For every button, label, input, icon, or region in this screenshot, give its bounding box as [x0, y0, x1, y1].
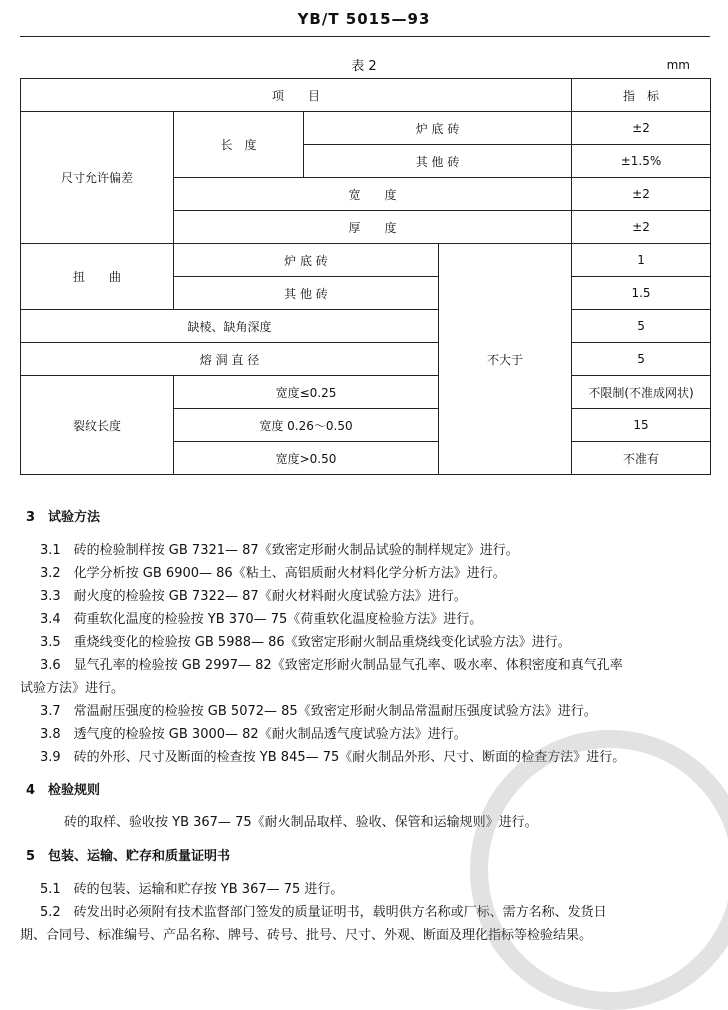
col-header-item: 项 目 — [21, 79, 572, 112]
section-4-title: 4 检验规则 — [26, 783, 101, 798]
section-4-body: 砖的取样、验收按 YB 367— 75《耐火制品取样、验收、保管和运输规则》进行。 — [64, 815, 538, 830]
twist-label: 扭 曲 — [21, 244, 174, 310]
document-header: YB/T 5015—93 — [297, 10, 431, 28]
hole-label: 熔 洞 直 径 — [21, 343, 439, 376]
section-3-item-9: 3.9 砖的外形、尺寸及断面的检查按 YB 845— 75《耐火制品外形、尺寸、断面的检查方法》进行。 — [40, 750, 626, 765]
twist-hearth-label: 炉 底 砖 — [174, 244, 439, 277]
length-hearth-label: 炉 底 砖 — [304, 112, 572, 145]
twist-hearth-value: 1 — [572, 244, 711, 277]
section-5-title: 5 包装、运输、贮存和质量证明书 — [26, 849, 231, 864]
header-rule — [20, 36, 710, 37]
corner-value: 5 — [572, 310, 711, 343]
not-greater-label: 不大于 — [439, 244, 572, 475]
crack-w3-value: 不准有 — [572, 442, 711, 475]
thickness-value: ±2 — [572, 211, 711, 244]
size-group-label: 尺寸允许偏差 — [21, 112, 174, 244]
table-unit: mm — [666, 58, 690, 72]
section-3-item-3: 3.3 耐火度的检验按 GB 7322— 87《耐火材料耐火度试验方法》进行。 — [40, 589, 467, 604]
width-value: ±2 — [572, 178, 711, 211]
crack-w1-label: 宽度≤0.25 — [174, 376, 439, 409]
crack-label: 裂纹长度 — [21, 376, 174, 475]
section-3-item-2: 3.2 化学分析按 GB 6900— 86《粘土、高铝质耐火材料化学分析方法》进行。 — [40, 566, 506, 581]
stamp-icon — [470, 730, 728, 1010]
table-row — [21, 112, 711, 145]
section-5-item-1: 5.1 砖的包装、运输和贮存按 YB 367— 75 进行。 — [40, 882, 344, 897]
table-row — [21, 376, 711, 409]
corner-label: 缺棱、缺角深度 — [21, 310, 439, 343]
section-5-item-2-line-2: 期、合同号、标准编号、产品名称、牌号、砖号、批号、尺寸、外观、断面及理化指标等检验结果。 — [20, 928, 593, 943]
table-row — [21, 79, 711, 112]
section-3-item-1: 3.1 砖的检验制样按 GB 7321— 87《致密定形耐火制品试验的制样规定》进行。 — [40, 543, 519, 558]
crack-w3-label: 宽度>0.50 — [174, 442, 439, 475]
section-3-item-4: 3.4 荷重软化温度的检验按 YB 370— 75《荷重软化温度检验方法》进行。 — [40, 612, 483, 627]
table-row — [21, 310, 711, 343]
twist-other-label: 其 他 砖 — [174, 277, 439, 310]
table-row — [21, 343, 711, 376]
section-3-title: 3 试验方法 — [26, 510, 101, 525]
length-other-label: 其 他 砖 — [304, 145, 572, 178]
spec-table — [20, 78, 711, 475]
col-header-value: 指 标 — [572, 79, 711, 112]
section-3-item-6-line-2: 试验方法》进行。 — [20, 681, 125, 696]
length-other-value: ±1.5% — [572, 145, 711, 178]
crack-w2-label: 宽度 0.26～0.50 — [174, 409, 439, 442]
crack-w1-value: 不限制(不准成网状) — [572, 376, 711, 409]
table-row — [21, 244, 711, 277]
hole-value: 5 — [572, 343, 711, 376]
width-label: 宽 度 — [174, 178, 572, 211]
twist-other-value: 1.5 — [572, 277, 711, 310]
section-3-item-5: 3.5 重烧线变化的检验按 GB 5988— 86《致密定形耐火制品重烧线变化试验方法》进行。 — [40, 635, 571, 650]
thickness-label: 厚 度 — [174, 211, 572, 244]
length-label: 长 度 — [174, 112, 304, 178]
table-caption: 表 2 — [351, 59, 377, 74]
crack-w2-value: 15 — [572, 409, 711, 442]
section-5-item-2-line-1: 5.2 砖发出时必须附有技术监督部门签发的质量证明书，载明供方名称或厂标、需方名称、发货日 — [40, 905, 607, 920]
section-3-item-8: 3.8 透气度的检验按 GB 3000— 82《耐火制品透气度试验方法》进行。 — [40, 727, 467, 742]
section-3-item-6-line-1: 3.6 显气孔率的检验按 GB 2997— 82《致密定形耐火制品显气孔率、吸水率、体积密度和真气孔率 — [40, 658, 623, 673]
section-3-item-7: 3.7 常温耐压强度的检验按 GB 5072— 85《致密定形耐火制品常温耐压强度试验方法》进行。 — [40, 704, 597, 719]
length-hearth-value: ±2 — [572, 112, 711, 145]
